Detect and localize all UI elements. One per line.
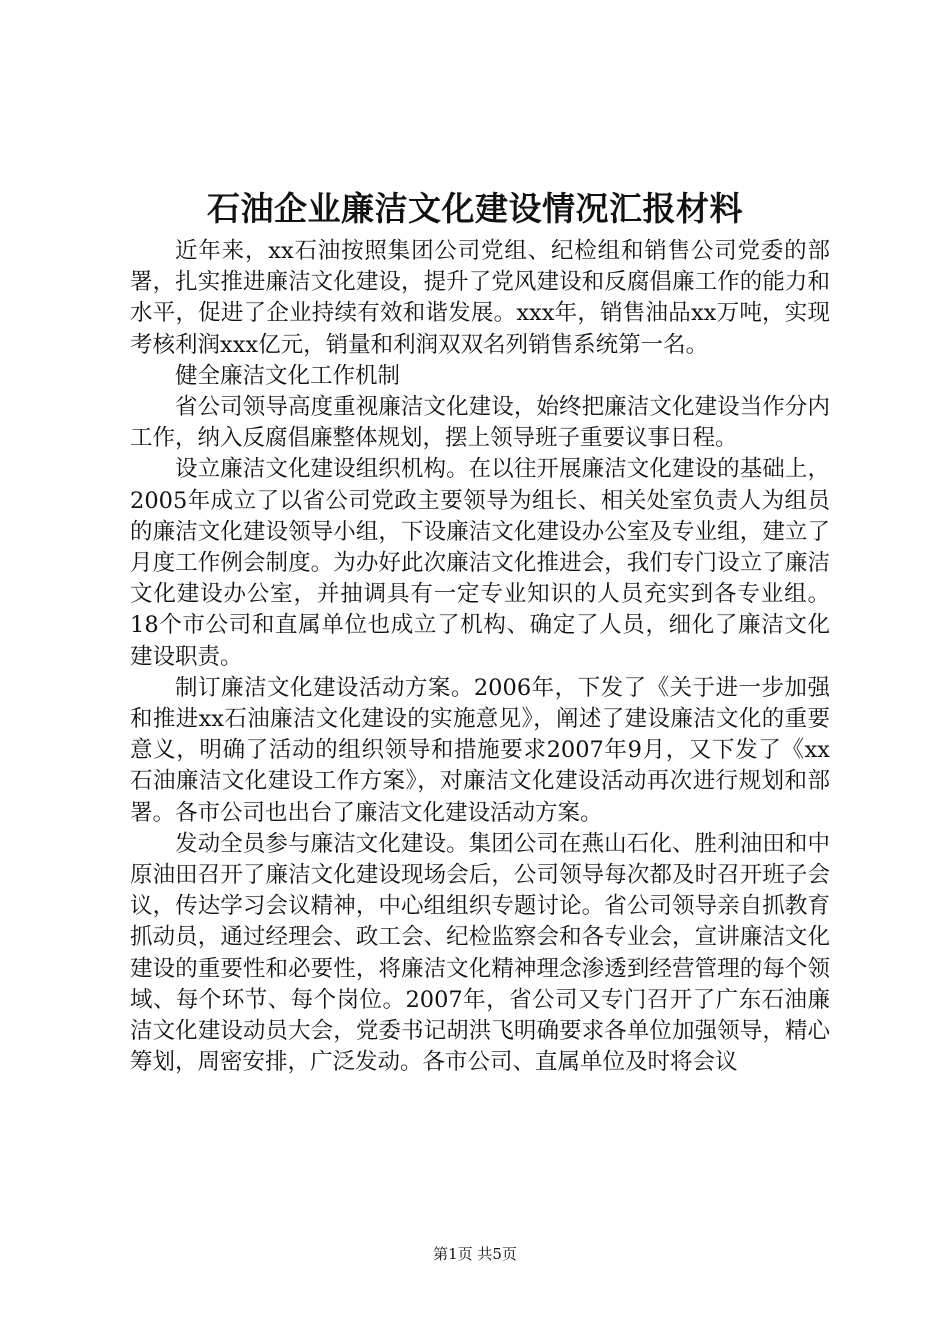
paragraph-leadership: 省公司领导高度重视廉洁文化建设，始终把廉洁文化建设当作分内工作，纳入反腐倡廉整体规划，摆上领导班子重要议事日程。	[130, 394, 830, 452]
paragraph-participation: 发动全员参与廉洁文化建设。集团公司在燕山石化、胜利油田和中原油田召开了廉洁文化建设现场会后，公司领导每次都及时召开班子会议，传达学习会议精神，中心组组织专题讨论。省公司领导亲自抓教育抓动员，通过经理会、政工会、纪检监察会和各专业会，宣讲廉洁文化建设的重要性和必要性，将廉洁文化精神理念渗透到经营管理的每个领域、每个环节、每个岗位。2007年，省公司又专门召开了广东石油廉洁文化建设动员大会，党委书记胡洪飞明确要求各单位加强领导，精心筹划，周密安排，广泛发动。各市公司、直属单位及时将会议	[130, 830, 830, 1076]
document-body	[130, 236, 830, 1078]
section-heading: 健全廉洁文化工作机制	[175, 362, 401, 389]
paragraph-intro: 近年来，xx石油按照集团公司党组、纪检组和销售公司党委的部署，扎实推进廉洁文化建设，提升了党风建设和反腐倡廉工作的能力和水平，促进了企业持续有效和谐发展。xxx年，销售油品xx万吨，实现考核利润xxx亿元，销量和利润双双名列销售系统第一名。	[130, 238, 830, 358]
page-number: 第1页 共5页	[433, 1245, 517, 1263]
document-title: 石油企业廉洁文化建设情况汇报材料	[207, 189, 743, 228]
paragraph-organization: 设立廉洁文化建设组织机构。在以往开展廉洁文化建设的基础上，2005年成立了以省公司党政主要领导为组长、相关处室负责人为组员的廉洁文化建设领导小组，下设廉洁文化建设办公室及专业组，建立了月度工作例会制度。为办好此次廉洁文化推进会，我们专门设立了廉洁文化建设办公室，并抽调具有一定专业知识的人员充实到各专业组。18个市公司和直属单位也成立了机构、确定了人员，细化了廉洁文化建设职责。	[130, 456, 830, 670]
paragraph-activity-plan: 制订廉洁文化建设活动方案。2006年，下发了《关于进一步加强和推进xx石油廉洁文化建设的实施意见》，阐述了建设廉洁文化的重要意义，明确了活动的组织领导和措施要求2007年9月，又下发了《xx石油廉洁文化建设工作方案》，对廉洁文化建设活动再次进行规划和部署。各市公司也出台了廉洁文化建设活动方案。	[130, 674, 830, 826]
